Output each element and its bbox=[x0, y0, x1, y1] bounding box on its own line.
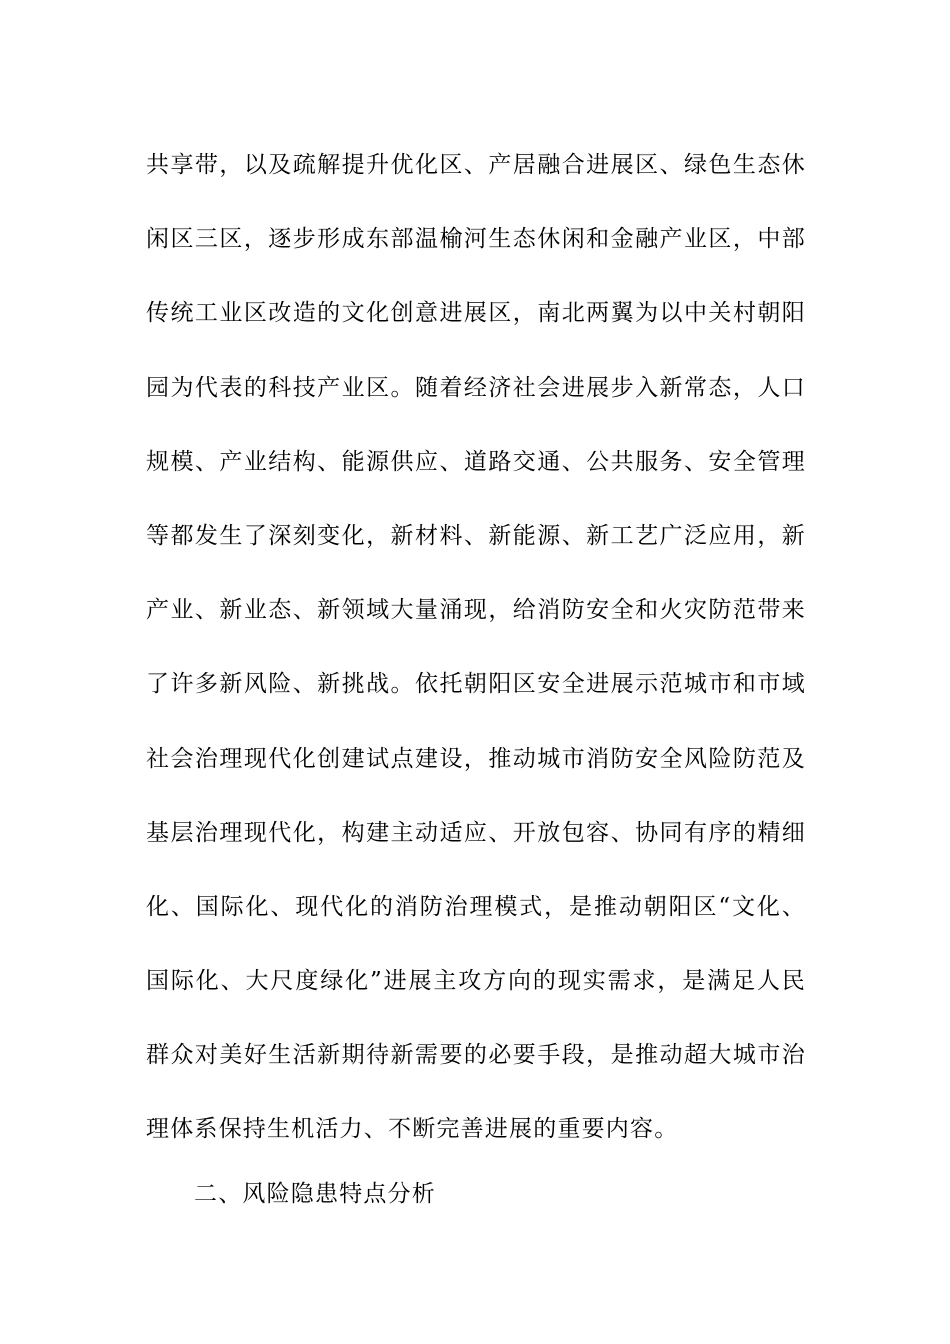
paragraph-line: 园为代表的科技产业区。随着经济社会进展步入新常态，人口 bbox=[146, 374, 806, 401]
section-heading: 二、风险隐患特点分析 bbox=[194, 1181, 436, 1207]
paragraph-line: 群众对美好生活新期待新需要的必要手段，是推动超大城市治 bbox=[146, 1042, 806, 1069]
paragraph-line: 国际化、大尺度绿化”进展主攻方向的现实需求，是满足人民 bbox=[146, 968, 806, 995]
paragraph-line: 理体系保持生机活力、不断完善进展的重要内容。 bbox=[146, 1116, 679, 1143]
paragraph-line: 了许多新风险、新挑战。依托朝阳区安全进展示范城市和市域 bbox=[146, 671, 806, 698]
paragraph-line: 传统工业区改造的文化创意进展区，南北两翼为以中关村朝阳 bbox=[146, 300, 806, 327]
paragraph-line: 产业、新业态、新领域大量涌现，给消防安全和火灾防范带来 bbox=[146, 597, 806, 624]
paragraph-line: 等都发生了深刻变化，新材料、新能源、新工艺广泛应用，新 bbox=[146, 522, 806, 549]
paragraph-line: 闲区三区，逐步形成东部温榆河生态休闲和金融产业区，中部 bbox=[146, 226, 806, 253]
paragraph-line: 基层治理现代化，构建主动适应、开放包容、协同有序的精细 bbox=[146, 819, 806, 846]
paragraph-line: 化、国际化、现代化的消防治理模式，是推动朝阳区“文化、 bbox=[146, 893, 806, 920]
paragraph-line: 规模、产业结构、能源供应、道路交通、公共服务、安全管理 bbox=[146, 448, 806, 475]
paragraph-line: 社会治理现代化创建试点建设，推动城市消防安全风险防范及 bbox=[146, 745, 806, 772]
body-paragraph bbox=[146, 128, 806, 1167]
paragraph-line: 共享带，以及疏解提升优化区、产居融合进展区、绿色生态休 bbox=[146, 152, 806, 178]
